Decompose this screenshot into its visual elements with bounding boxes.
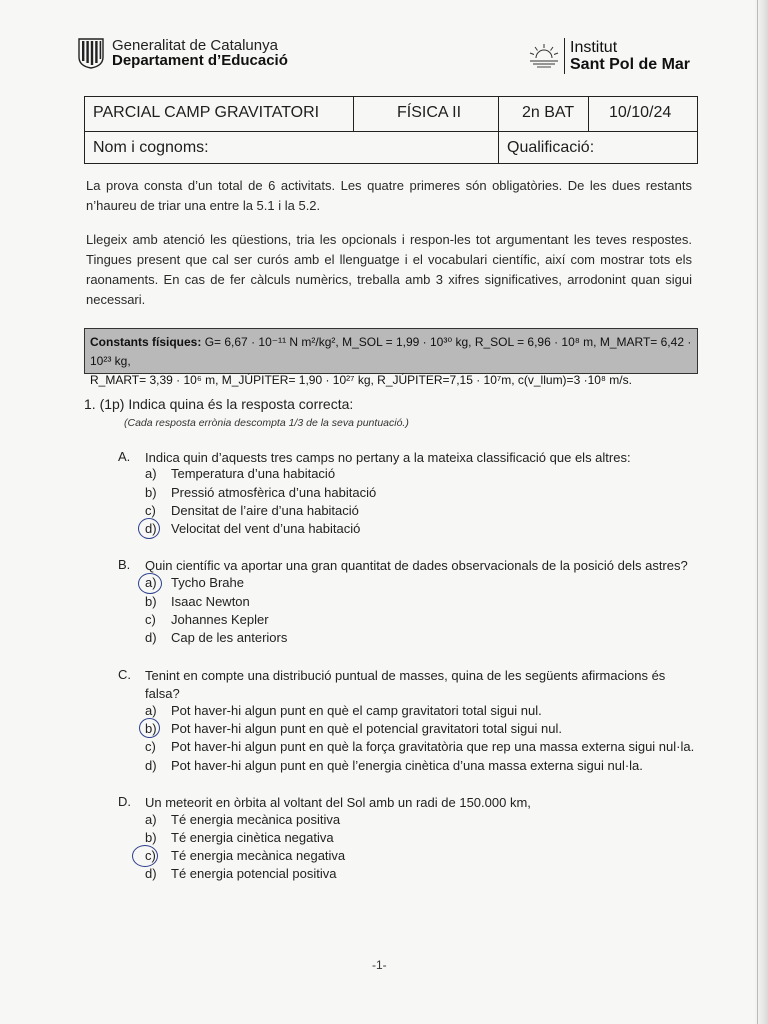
part-c-letter: C. [118, 667, 131, 682]
institut-name: Sant Pol de Mar [570, 56, 691, 73]
constants-line-1: G= 6,67 · 10⁻¹¹ N m²/kg², M_SOL = 1,99 · 10³⁰ kg, R_SOL = 6,96 · 10⁸ m, M_MART= 6,42 · 10²³ kg, [90, 335, 692, 368]
part-d-option-d: d) Té energia potencial positiva [145, 866, 337, 881]
constants-line-2: R_MART= 3,39 · 10⁶ m, M_JÚPITER= 1,90 · 10²⁷ kg, R_JÚPITER=7,15 · 10⁷m, c(v_llum)=3 ·10⁸ m/s. [90, 373, 632, 387]
part-a-option-d: d) Velocitat del vent d’una habitació [145, 521, 361, 536]
gencat-header [76, 37, 288, 69]
part-c-option-a: a) Pot haver-hi algun punt en què el camp gravitatori total sigui nul. [145, 703, 542, 718]
answer-circle-c [139, 718, 160, 738]
answer-circle-a [138, 518, 160, 539]
part-a-option-a: a) Temperatura d’una habitació [145, 466, 336, 481]
part-d-option-c: c) Té energia mecànica negativa [145, 848, 346, 863]
exam-course: 2n BAT [522, 104, 575, 121]
part-d-option-a: a) Té energia mecànica positiva [145, 812, 341, 827]
answer-circle-b [138, 573, 162, 594]
part-a-stem: Indica quin d’aquests tres camps no pertany a la mateixa classificació que els altres: [145, 450, 631, 465]
exam-title: PARCIAL CAMP GRAVITATORI [93, 104, 320, 121]
part-b-option-b: b) Isaac Newton [145, 594, 250, 609]
part-d-option-b: b) Té energia cinètica negativa [145, 830, 334, 845]
constants-box [84, 328, 698, 387]
part-c-option-d: d) Pot haver-hi algun punt en què l’energia cinètica d’una massa externa sigui nul·la. [145, 758, 643, 773]
answer-circle-d [132, 845, 158, 867]
part-c-stem-line-2: falsa? [145, 686, 180, 701]
part-a-option-b: b) Pressió atmosfèrica d’una habitació [145, 485, 377, 500]
exam-subject: FÍSICA II [397, 104, 462, 121]
sun-logo-icon [528, 42, 560, 70]
part-c-option-c: c) Pot haver-hi algun punt en què la força gravitatòria que rep una massa externa sigui nul·la. [145, 739, 695, 754]
institut-label: Institut [570, 39, 618, 56]
part-b-stem: Quin científic va aportar una gran quantitat de dades observacionals de la posició dels astres? [145, 558, 688, 573]
part-b-option-c: c) Johannes Kepler [145, 612, 269, 627]
gencat-name: Generalitat de Catalunya [112, 37, 278, 54]
part-a-letter: A. [118, 449, 131, 464]
name-label: Nom i cognoms: [93, 139, 209, 156]
generalitat-logo-icon [76, 37, 106, 69]
institut-header [528, 38, 690, 74]
part-d-letter: D. [118, 794, 131, 809]
scan-edge-shadow [754, 0, 768, 1024]
page-number: -1- [372, 958, 387, 972]
question-1-note: (Cada resposta errònia descompta 1/3 de la seva puntuació.) [124, 417, 409, 429]
exam-date: 10/10/24 [609, 104, 672, 121]
intro-paragraph-1: La prova consta d’un total de 6 activitats. Les quatre primeres són obligatòries. De les dues restants n’haureu de triar una entre la 5.1 i la 5.2. [86, 178, 692, 213]
institut-divider [564, 38, 565, 74]
part-d-stem: Un meteorit en òrbita al voltant del Sol amb un radi de 150.000 km, [145, 795, 531, 810]
exam-header-table [84, 96, 698, 164]
intro-paragraph-2: Llegeix amb atenció les qüestions, tria les opcionals i respon-les tot argumentant les teves respostes. Tingues present que cal ser curós amb el llenguatge i el vocabulari científic, així com mostrar tots els raonaments. En cas de fer càlculs numèrics, treballa amb 3 xifres significatives, arrodonint quan sigui necessari. [86, 232, 692, 307]
question-1-title: 1. (1p) Indica quina és la resposta correcta: [84, 396, 354, 412]
part-b-option-d: d) Cap de les anteriors [145, 630, 288, 645]
grade-label: Qualificació: [507, 139, 595, 156]
part-b-letter: B. [118, 557, 131, 572]
part-c-option-b: b) Pot haver-hi algun punt en què el potencial gravitatori total sigui nul. [145, 721, 562, 736]
part-c-stem-line-1: Tenint en compte una distribució puntual de masses, quina de les següents afirmacions és [145, 668, 666, 683]
constants-label: Constants físiques: [90, 335, 202, 349]
part-a-option-c: c) Densitat de l’aire d’una habitació [145, 503, 359, 518]
department-name: Departament d’Educació [112, 52, 288, 69]
part-b-option-a: a) Tycho Brahe [145, 575, 244, 590]
